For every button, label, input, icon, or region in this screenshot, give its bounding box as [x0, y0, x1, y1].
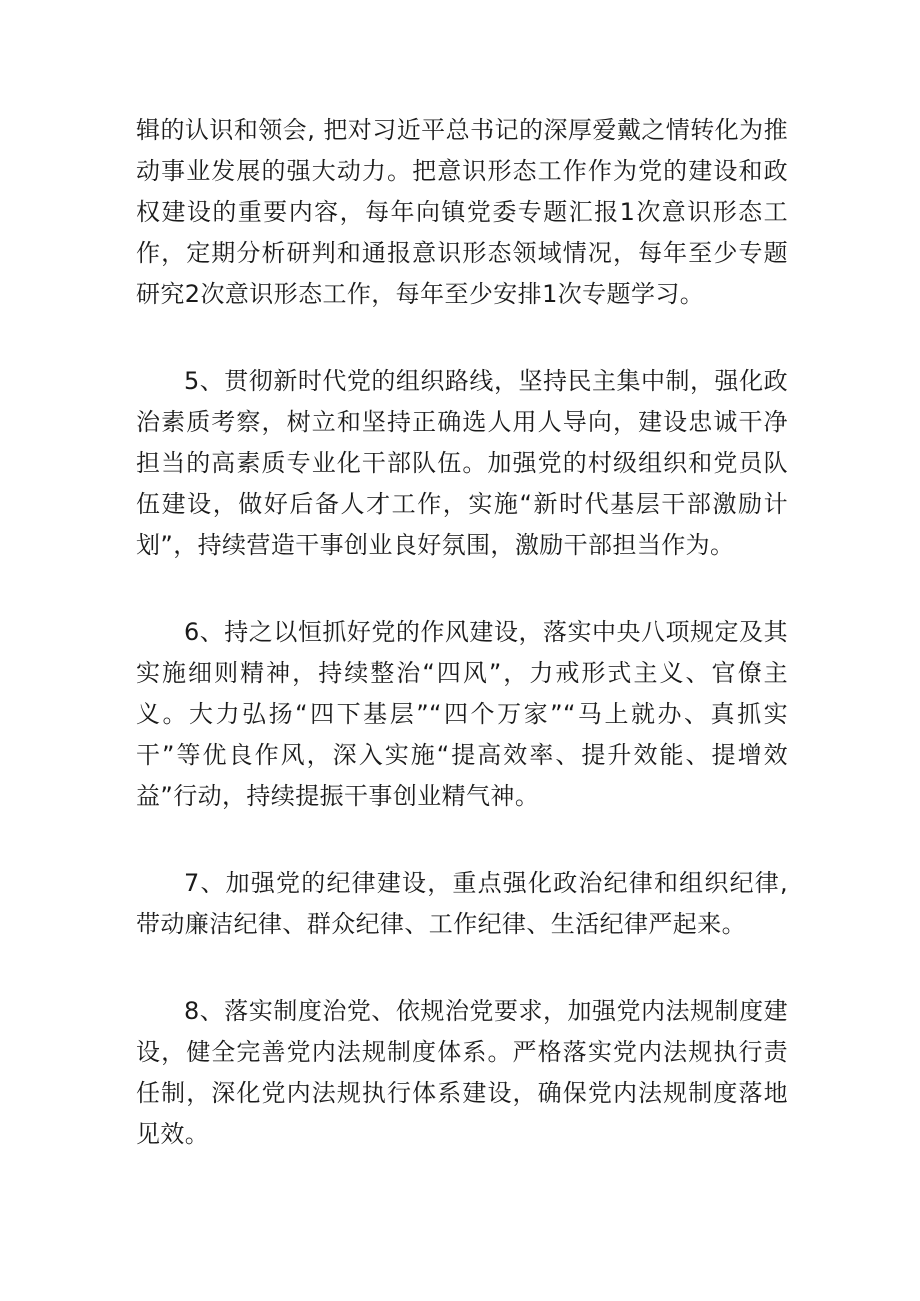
paragraph-spacer: [136, 945, 788, 991]
paragraph-item-6: 6、持之以恒抓好党的作风建设，落实中央八项规定及其实施细则精神，持续整治“四风”，力戒形式主义、官僚主义。大力弘扬“四下基层”“四个万家”“马上就办、真抓实干”等优良作风，深入实施“提高效率、提升效能、提增效益”行动，持续提振干事创业精气神。: [136, 618, 788, 810]
paragraph-continuation: 辑的认识和领会, 把对习近平总书记的深厚爱戴之情转化为推动事业发展的强大动力。把意识形态工作作为党的建设和政权建设的重要内容，每年向镇党委专题汇报1次意识形态工作，定期分析研判和通报意识形态领域情况，每年至少专题研究2次意识形态工作，每年至少安排1次专题学习。: [136, 116, 788, 308]
paragraph-spacer: [136, 315, 788, 361]
paragraph-spacer: [136, 817, 788, 863]
paragraph-item-8: 8、落实制度治党、依规治党要求，加强党内法规制度建设，健全完善党内法规制度体系。严格落实党内法规执行责任制，深化党内法规执行体系建设，确保党内法规制度落地见效。: [136, 997, 788, 1148]
paragraph-spacer: [136, 566, 788, 612]
paragraph-item-5: 5、贯彻新时代党的组织路线，坚持民主集中制，强化政治素质考察，树立和坚持正确选人用人导向，建设忠诚干净担当的高素质专业化干部队伍。加强党的村级组织和党员队伍建设，做好后备人才工作，实施“新时代基层干部激励计划”，持续营造干事创业良好氛围，激励干部担当作为。: [136, 367, 788, 559]
document-body: [136, 110, 788, 1155]
paragraph-item-7: 7、加强党的纪律建设，重点强化政治纪律和组织纪律, 带动廉洁纪律、群众纪律、工作纪律、生活纪律严起来。: [136, 869, 788, 938]
